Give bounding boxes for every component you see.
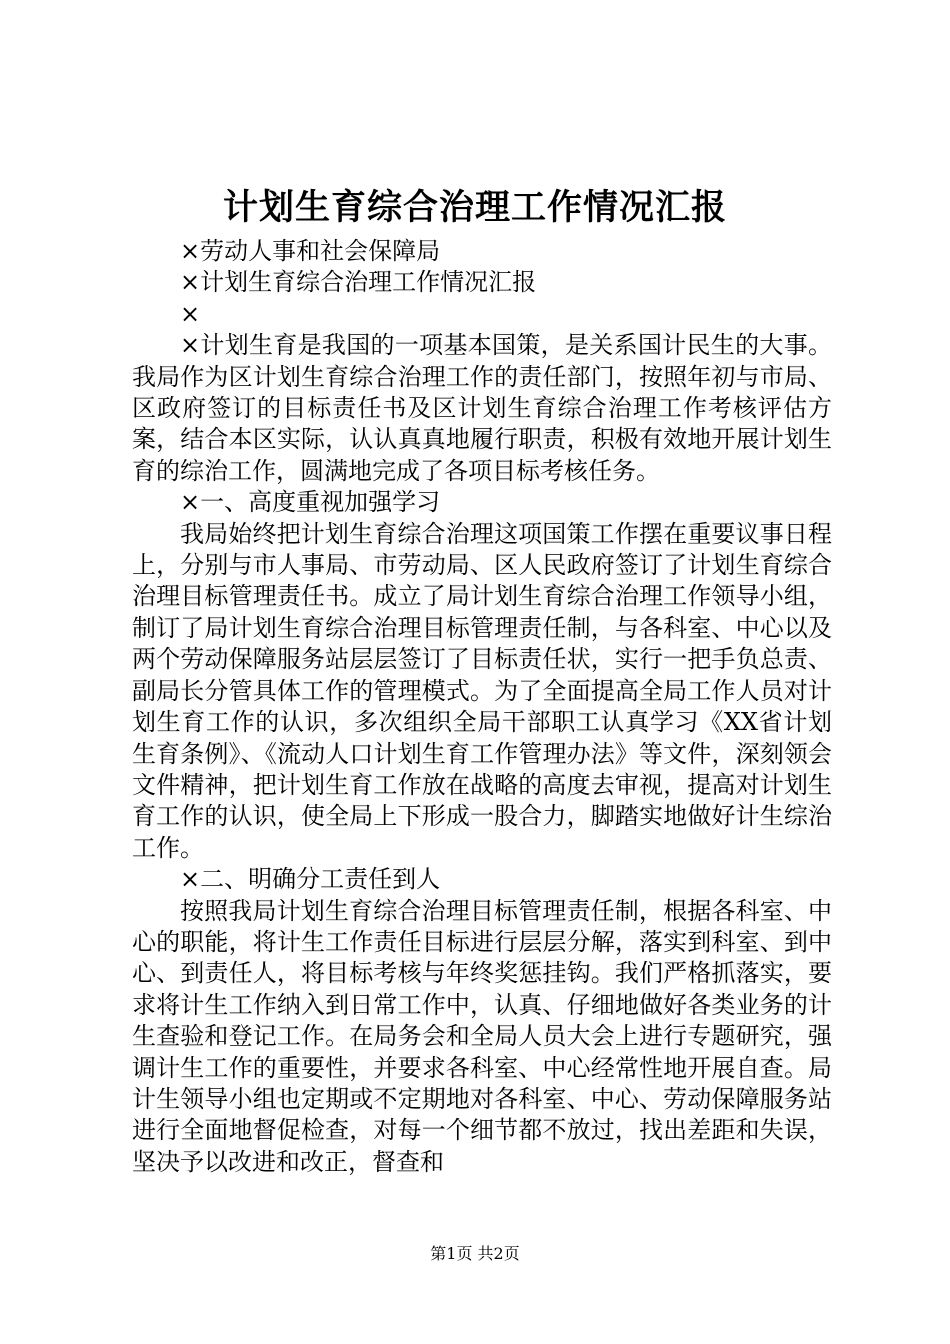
paragraph: 我局始终把计划生育综合治理这项国策工作摆在重要议事日程上，分别与市人事局、市劳动局、区人民政府签订了计划生育综合治理目标管理责任书。成立了局计划生育综合治理工作领导小组，制订了局计划生育综合治理目标管理责任制，与各科室、中心以及两个劳动保障服务站层层签订了目标责任状，实行一把手负总责、副局长分管具体工作的管理模式。为了全面提高全局工作人员对计划生育工作的认识，多次组织全局干部职工认真学习《XX省计划生育条例》、《流动人口计划生育工作管理办法》等文件，深刻领会文件精神，把计划生育工作放在战略的高度去审视，提高对计划生育工作的认识，使全局上下形成一股合力，脚踏实地做好计生综治工作。 <box>132 519 832 862</box>
paragraph: ×劳动人事和社会保障局 <box>180 237 441 265</box>
page-footer: 第1页 共2页 <box>430 1244 520 1263</box>
document-body <box>132 236 832 1178</box>
paragraph: ×计划生育综合治理工作情况汇报 <box>180 268 537 297</box>
paragraph: 按照我局计划生育综合治理目标管理责任制，根据各科室、中心的职能，将计生工作责任目标进行层层分解，落实到科室、到中心、到责任人，将目标考核与年终奖惩挂钩。我们严格抓落实，要求将计生工作纳入到日常工作中，认真、仔细地做好各类业务的计生查验和登记工作。在局务会和全局人员大会上进行专题研究，强调计生工作的重要性，并要求各科室、中心经常性地开展自查。局计生领导小组也定期或不定期地对各科室、中心、劳动保障服务站进行全面地督促检查，对每一个细节都不放过，找出差距和失误，坚决予以改进和改正，督查和 <box>132 896 832 1176</box>
paragraph: × <box>180 299 201 328</box>
paragraph: ×计划生育是我国的一项基本国策，是关系国计民生的大事。我局作为区计划生育综合治理工作的责任部门，按照年初与市局、区政府签订的目标责任书及区计划生育综合治理工作考核评估方案，结合本区实际，认认真真地履行职责，积极有效地开展计划生育的综治工作，圆满地完成了各项目标考核任务。 <box>132 331 832 485</box>
section-heading: ×一、高度重视加强学习 <box>180 488 441 517</box>
section-heading: ×二、明确分工责任到人 <box>180 865 441 894</box>
document-title: 计划生育综合治理工作情况汇报 <box>222 187 727 228</box>
